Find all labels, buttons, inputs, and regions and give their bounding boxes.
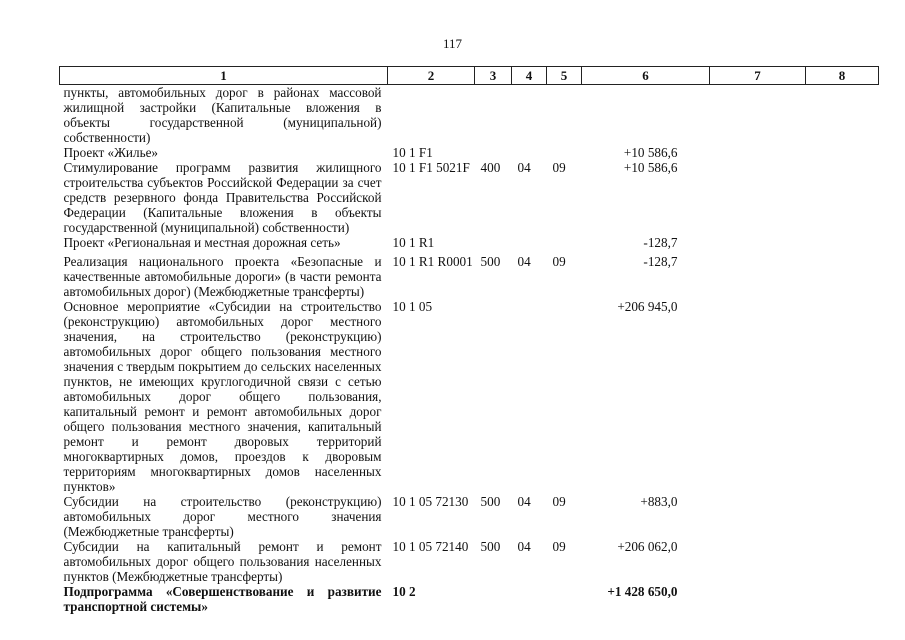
row-code: 10 1 F1 5021F [392, 160, 470, 175]
row-name: Основное мероприятие «Субсидии на строительство (реконструкцию) автомобильных дорог местного значения, на строительство (реконструкцию) автомобильных дорог общего пользования местного значения с твердым покрытием до сельских населенных пунктов, не имеющих круглогодичной связи с сетью автомобильных дорог общего пользования, капитальный ремонт и ремонт автомобильных дорог общего пользования местного значения, капитальный ремонт и ремонт дворовых территорий многоквартирных домов, проездов к дворовым территориям многоквартирных домов населенных пунктов» [63, 299, 382, 494]
row-section [512, 299, 547, 494]
row-col7 [710, 539, 806, 584]
row-section [512, 145, 547, 160]
table-row [60, 145, 879, 160]
row-col8 [806, 145, 879, 160]
row-col8 [806, 160, 879, 235]
column-header-4: 4 [512, 67, 547, 85]
row-amount [582, 85, 710, 146]
column-header-1: 1 [60, 67, 388, 85]
row-name: Реализация национального проекта «Безопасные и качественные автомобильные дороги» (в части ремонта автомобильных дорог) (Межбюджетные трансферты) [63, 254, 382, 299]
row-group [475, 584, 512, 614]
row-section: 04 [517, 494, 531, 509]
row-name: Подпрограмма «Совершенствование и развитие транспортной системы» [63, 584, 382, 614]
row-subsection: 09 [552, 494, 566, 509]
row-amount: +10 586,6 [623, 145, 678, 160]
table-header [60, 67, 879, 85]
row-code: 10 1 05 72140 [392, 539, 469, 554]
row-amount: +206 062,0 [617, 539, 678, 554]
row-group [475, 235, 512, 250]
row-col8 [806, 85, 879, 146]
table-row [60, 584, 879, 614]
table-row [60, 235, 879, 250]
budget-table [59, 66, 879, 614]
row-section: 04 [517, 539, 531, 554]
row-amount: +10 586,6 [623, 160, 678, 175]
row-name: Проект «Жилье» [63, 145, 159, 160]
row-subsection [547, 85, 582, 146]
table-row [60, 494, 879, 539]
row-group [475, 85, 512, 146]
row-amount: -128,7 [643, 235, 678, 250]
table-row [60, 160, 879, 235]
row-col7 [710, 160, 806, 235]
row-subsection: 09 [552, 539, 566, 554]
row-col7 [710, 494, 806, 539]
table-row [60, 250, 879, 299]
row-code: 10 1 F1 [392, 145, 433, 160]
row-amount: +883,0 [640, 494, 678, 509]
row-group [475, 299, 512, 494]
row-group: 500 [480, 539, 501, 554]
row-section: 04 [517, 254, 531, 269]
row-name: Проект «Региональная и местная дорожная сеть» [63, 235, 341, 250]
row-name: Субсидии на капитальный ремонт и ремонт автомобильных дорог общего пользования населенных пунктов (Межбюджетные трансферты) [63, 539, 382, 584]
table-row [60, 539, 879, 584]
row-section [512, 584, 547, 614]
row-col8 [806, 250, 879, 299]
row-subsection [547, 584, 582, 614]
row-code [388, 85, 475, 146]
column-header-8: 8 [806, 67, 879, 85]
row-amount: +1 428 650,0 [607, 584, 678, 599]
column-header-3: 3 [475, 67, 512, 85]
column-header-7: 7 [710, 67, 806, 85]
row-col8 [806, 235, 879, 250]
row-code: 10 1 05 72130 [392, 494, 469, 509]
row-group: 400 [480, 160, 501, 175]
column-header-5: 5 [547, 67, 582, 85]
row-amount: +206 945,0 [617, 299, 678, 314]
row-name: пункты, автомобильных дорог в районах массовой жилищной застройки (Капитальные вложения в объекты государственной (муниципальной) собственности) [63, 85, 382, 145]
row-code: 10 1 R1 R0001 [392, 254, 473, 269]
row-col8 [806, 539, 879, 584]
row-code: 10 1 05 [392, 299, 433, 314]
row-code: 10 1 R1 [392, 235, 435, 250]
row-group: 500 [480, 254, 501, 269]
row-section [512, 85, 547, 146]
row-group: 500 [480, 494, 501, 509]
row-section: 04 [517, 160, 531, 175]
table-body [60, 85, 879, 615]
row-col7 [710, 250, 806, 299]
table-row [60, 299, 879, 494]
row-col7 [710, 584, 806, 614]
row-col7 [710, 235, 806, 250]
row-group [475, 145, 512, 160]
row-col7 [710, 299, 806, 494]
row-name: Стимулирование программ развития жилищного строительства субъектов Российской Федерации за счет средств резервного фонда Правительства Российской Федерации (Капитальные вложения в объекты государственной (муниципальной) собственности) [63, 160, 382, 235]
row-section [512, 235, 547, 250]
row-name: Субсидии на строительство (реконструкцию) автомобильных дорог местного значения (Межбюджетные трансферты) [63, 494, 382, 539]
page-number: 117 [442, 36, 463, 51]
table-row [60, 85, 879, 146]
row-col7 [710, 145, 806, 160]
row-col8 [806, 494, 879, 539]
row-subsection [547, 299, 582, 494]
row-code: 10 2 [392, 584, 416, 599]
row-subsection [547, 145, 582, 160]
row-amount: -128,7 [643, 254, 678, 269]
row-col7 [710, 85, 806, 146]
column-header-6: 6 [582, 67, 710, 85]
row-subsection [547, 235, 582, 250]
row-subsection: 09 [552, 160, 566, 175]
column-header-2: 2 [388, 67, 475, 85]
row-col8 [806, 584, 879, 614]
row-subsection: 09 [552, 254, 566, 269]
row-col8 [806, 299, 879, 494]
